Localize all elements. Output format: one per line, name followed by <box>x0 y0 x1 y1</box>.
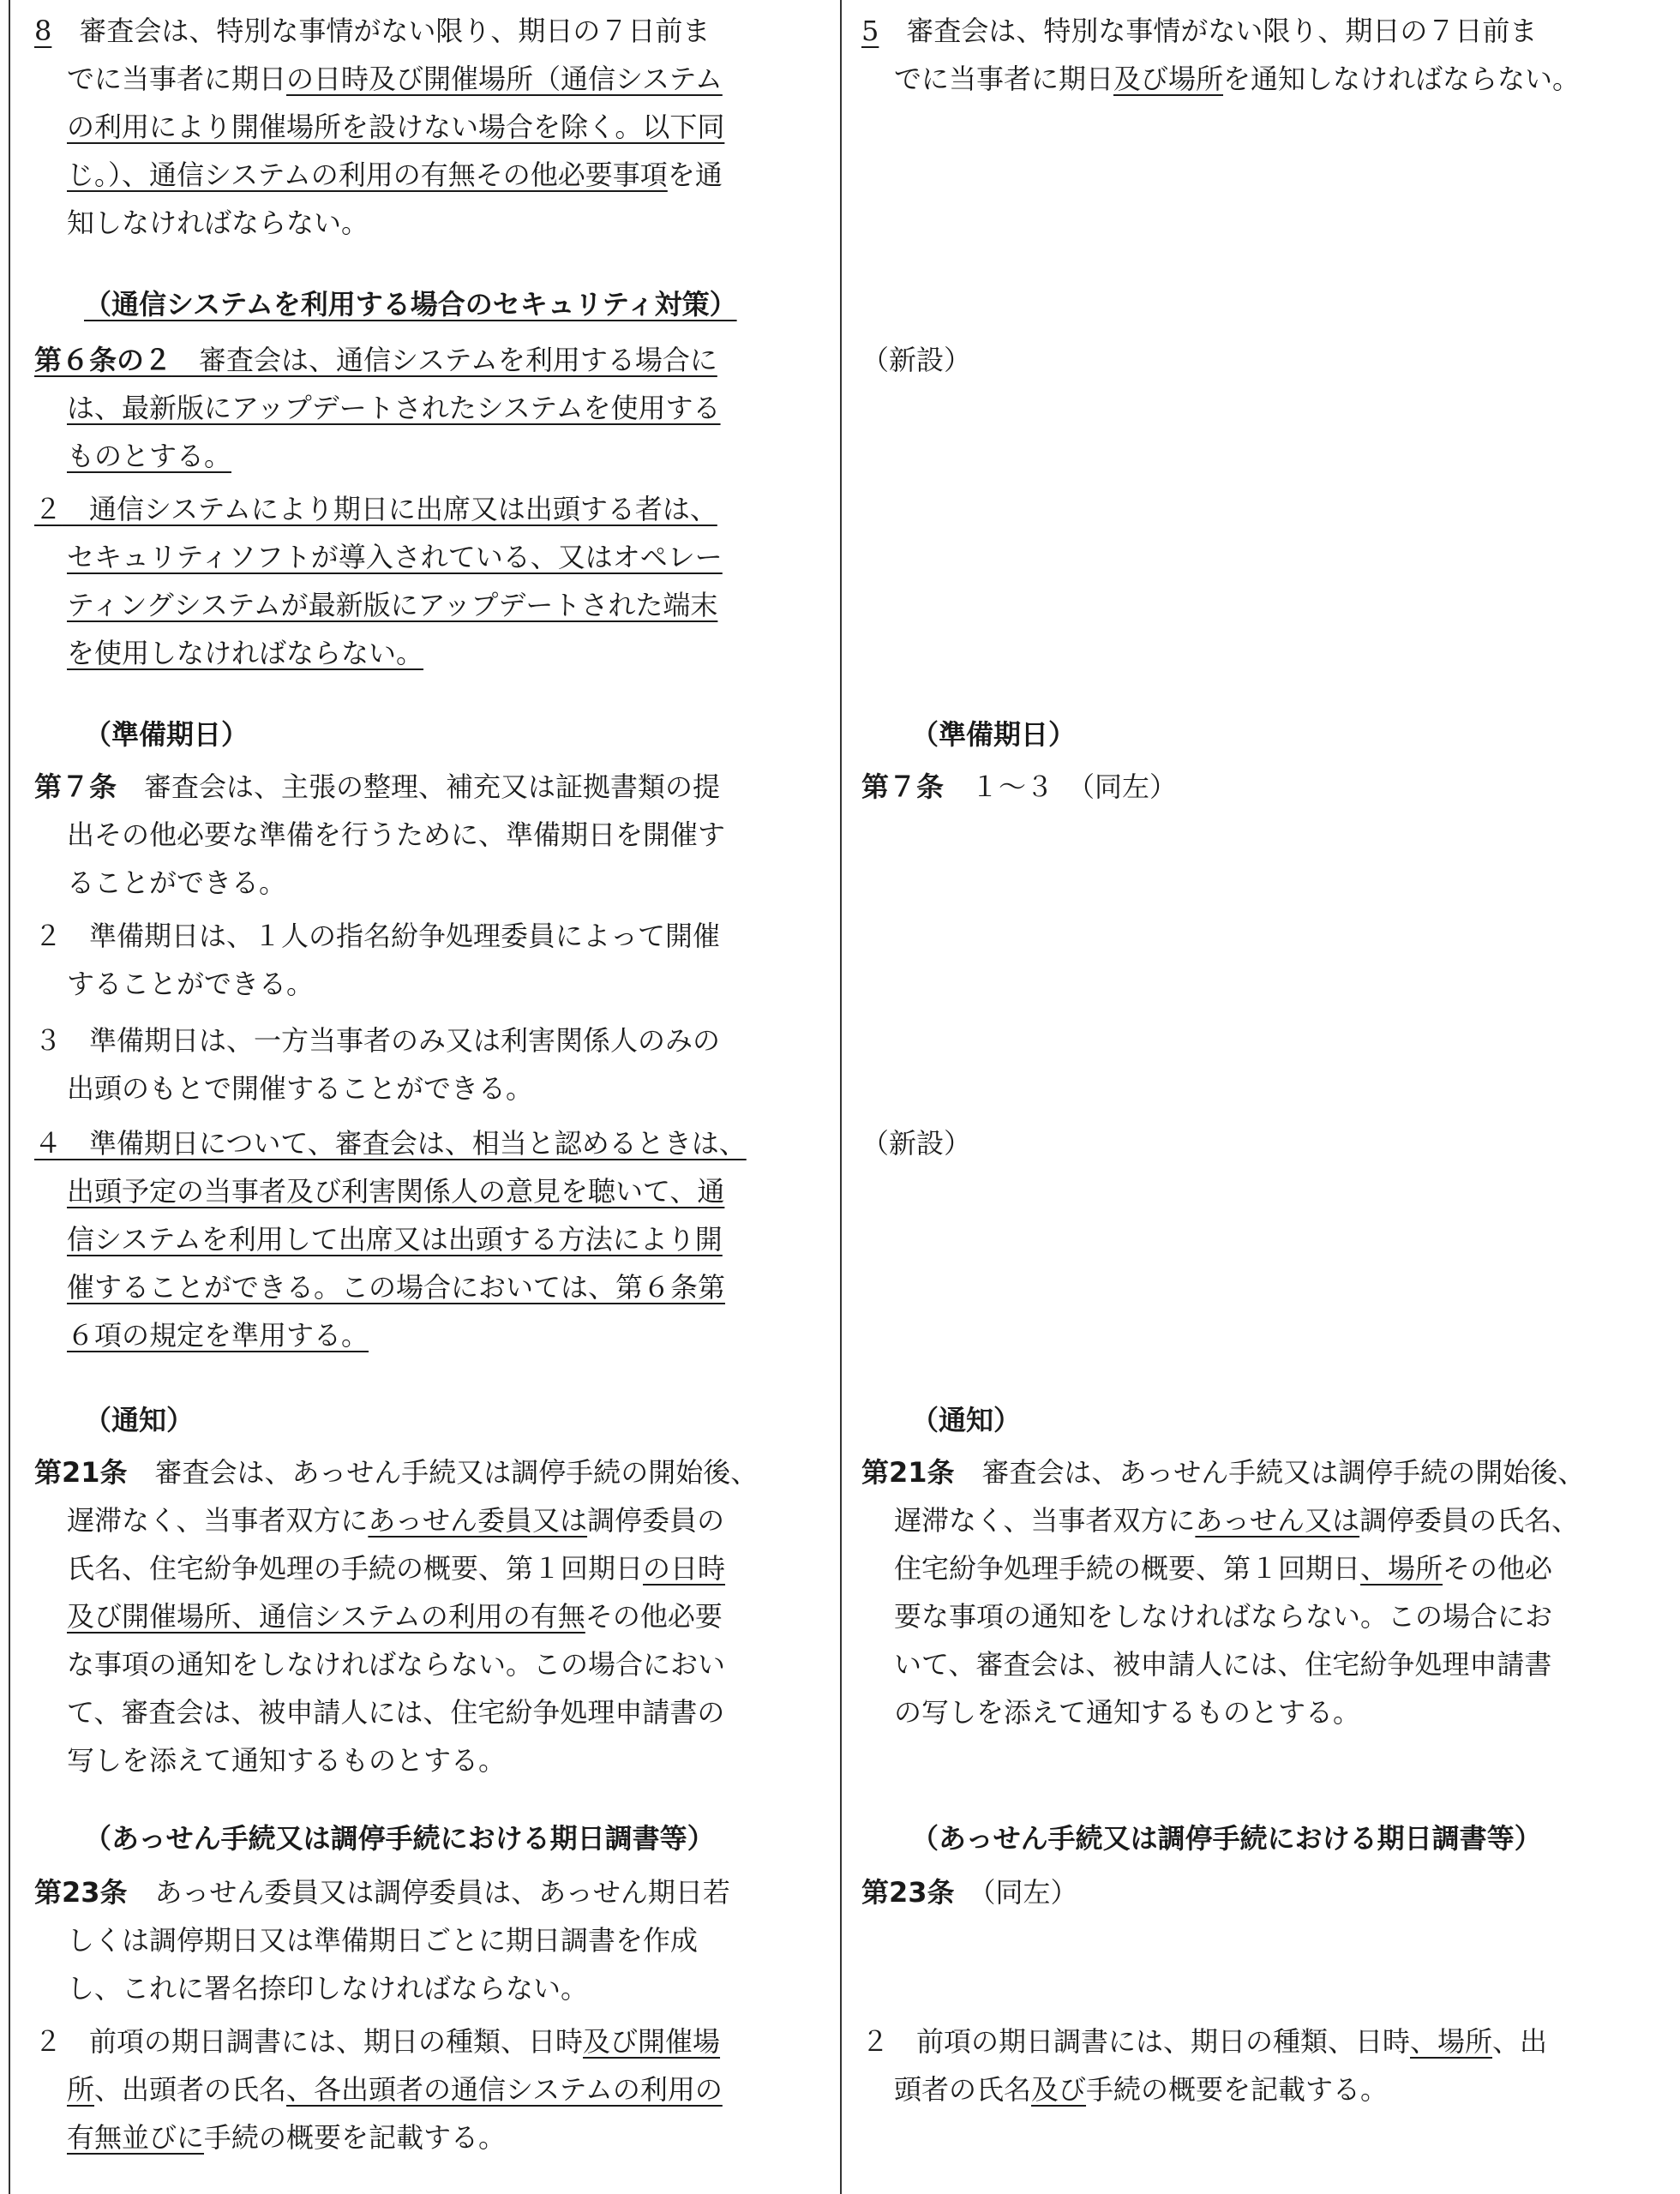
article-number: 第23条 <box>861 1876 955 1909</box>
heading-hearing-record: （あっせん手続又は調停手続における期日調書等） <box>911 1822 1542 1855</box>
article-number: 第21条 <box>861 1456 955 1489</box>
article-6-2: 第６条の２ 審査会は、通信システムを利用する場合に は、最新版にアップデートされたシステムを使用する ものとする。 <box>34 344 721 472</box>
heading-security: （通信システムを利用する場合のセキュリティ対策） <box>84 288 737 321</box>
new-provision-note: （新設） <box>861 344 972 376</box>
article-23-paragraph-2: ２ 前項の期日調書には、期日の種類、日時、場所、出 頭者の氏名及び手続の概要を記載する。 <box>861 2025 1548 2106</box>
column-divider-line <box>840 0 842 2194</box>
article-6-2-paragraph-2: ２ 通信システムにより期日に出席又は出頭する者は、 セキュリティソフトが導入されている、又はオペレー ティングシステムが最新版にアップデートされた端末 を使用しなければならない。 <box>34 493 723 669</box>
article-23: 第23条 （同左） <box>861 1876 1078 1909</box>
paragraph-number: 5 <box>861 15 879 47</box>
left-border-line <box>9 0 10 2194</box>
article-7: 第７条 審査会は、主張の整理、補充又は証拠書類の提 出その他必要な準備を行うために、準備期日を開催す ることができる。 <box>34 770 726 899</box>
article-23: 第23条 あっせん委員又は調停委員は、あっせん期日若 しくは調停期日又は準備期日ごとに期日調書を作成 し、これに署名捺印しなければならない。 <box>34 1876 730 2005</box>
article-number: 第21条 <box>34 1456 128 1489</box>
paragraph-5: 5 審査会は、特別な事情がない限り、期日の７日前ま でに当事者に期日及び場所を通知しなければならない。 <box>861 15 1581 95</box>
article-number: 第６条の２ <box>34 344 172 376</box>
paragraph-number: 8 <box>34 15 52 47</box>
heading-notice: （通知） <box>84 1404 195 1436</box>
new-provision-note: （新設） <box>861 1127 972 1160</box>
heading-preparation-date: （準備期日） <box>84 718 249 751</box>
heading-preparation-date: （準備期日） <box>911 718 1077 751</box>
paragraph-8: 8 審査会は、特別な事情がない限り、期日の７日前ま でに当事者に期日の日時及び開催場所（通信システム の利用により開催場所を設けない場合を除く。以下同 じ。）、通信システムの利用の有無その他必要事項を通 知しなければならない。 <box>34 15 725 239</box>
heading-notice: （通知） <box>911 1404 1022 1436</box>
article-7: 第７条 １～３ （同左） <box>861 770 1178 803</box>
heading-hearing-record: （あっせん手続又は調停手続における期日調書等） <box>84 1822 715 1855</box>
article-number: 第７条 <box>34 770 117 803</box>
article-21: 第21条 審査会は、あっせん手続又は調停手続の開始後、 遅滞なく、当事者双方にあっせん委員又は調停委員の 氏名、住宅紛争処理の手続の概要、第１回期日の日時 及び開催場所、通信システムの利用の有無その他必要 な事項の通知をしなければならない。この場合におい て、審査会は、被申請人には、住宅紛争処理申請書の 写しを添えて通知するものとする。 <box>34 1456 759 1777</box>
article-7-paragraph-3: ３ 準備期日は、一方当事者のみ又は利害関係人のみの 出頭のもとで開催することができる。 <box>34 1024 721 1105</box>
article-7-paragraph-4: ４ 準備期日について、審査会は、相当と認めるときは、 出頭予定の当事者及び利害関係人の意見を聴いて、通 信システムを利用して出席又は出頭する方法により開 催することができる。この場合においては、第６条第 ６項の規定を準用する。 <box>34 1127 747 1352</box>
paragraph-number: ２ <box>34 493 63 525</box>
article-number: 第７条 <box>861 770 945 803</box>
paragraph-number: ４ <box>34 1127 63 1160</box>
article-7-paragraph-2: ２ 準備期日は、１人の指名紛争処理委員によって開催 することができる。 <box>34 920 721 1000</box>
article-23-paragraph-2: ２ 前項の期日調書には、期日の種類、日時及び開催場 所、出頭者の氏名、各出頭者の通信システムの利用の 有無並びに手続の概要を記載する。 <box>34 2025 723 2154</box>
article-number: 第23条 <box>34 1876 128 1909</box>
article-21: 第21条 審査会は、あっせん手続又は調停手続の開始後、 遅滞なく、当事者双方にあっせん又は調停委員の氏名、 住宅紛争処理手続の概要、第１回期日、場所その他必 要な事項の通知をしなければならない。この場合にお いて、審査会は、被申請人には、住宅紛争処理申請書 の写しを添えて通知するものとする。 <box>861 1456 1586 1729</box>
